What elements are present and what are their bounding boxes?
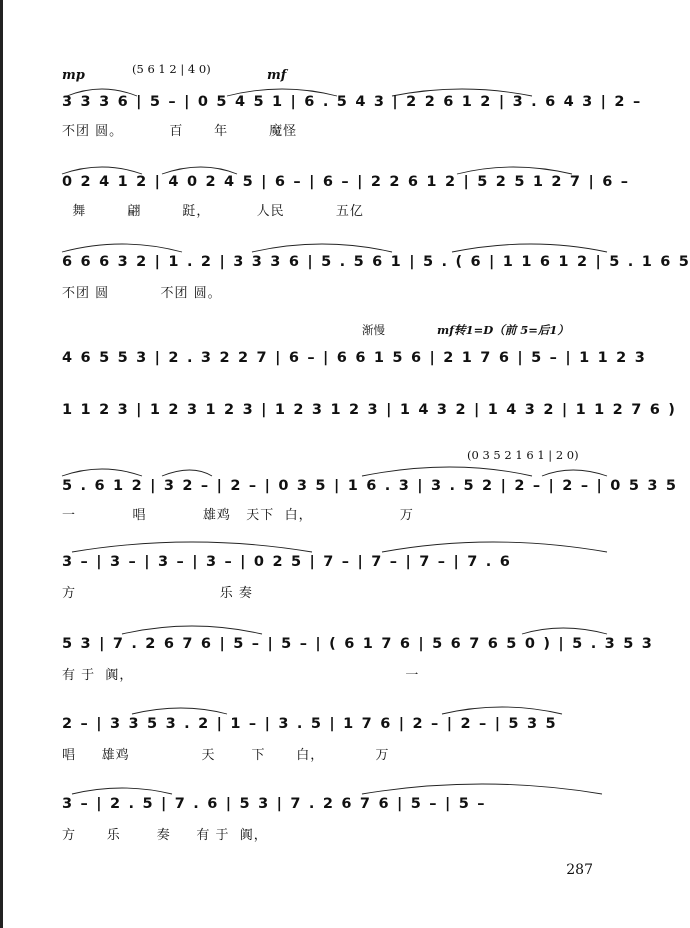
notation-line: 0 2 4 1 2 | 4 0 2 4 5 | 6 – | 6 – | 2 2 6 1 2 | 5 2 5 1 2 7 | 6 – [62, 174, 630, 190]
lyric-line: 有 于 阗， 一 [62, 668, 420, 683]
lyric-line: 方 乐 奏 有 于 阗， [62, 828, 268, 843]
lyric-line: 一 唱 雄鸡 天下 白， 万 [62, 508, 414, 523]
notation-line: 6 6 6 3 2 | 1 . 2 | 3 3 3 6 | 5 . 5 6 1 | 5 . ( 6 | 1 1 6 1 2 | 5 . 1 6 5 [62, 254, 690, 270]
lyric-line: 舞 翩 跹， 人民 五亿 [62, 204, 364, 219]
notation-line: 3 3 3 6 | 5 – | 0 5 4 5 1 | 6 . 5 4 3 | 2 2 6 1 2 | 3 . 6 4 3 | 2 – [62, 94, 642, 110]
notation-line: 2 – | 3 3 5 3 . 2 | 1 – | 3 . 5 | 1 7 6 | 2 – | 2 – | 5 3 5 [62, 716, 557, 732]
key-change-mark: mf转1=D（前 5=后1） [437, 323, 569, 337]
notation-line: 1 1 2 3 | 1 2 3 1 2 3 | 1 2 3 1 2 3 | 1 4 3 2 | 1 4 3 2 | 1 1 2 7 6 ) [62, 402, 677, 418]
lyric-line: 方 乐 奏 [62, 586, 253, 601]
dynamic-mark: mf [267, 68, 287, 83]
lyric-line: 唱 雄鸡 天 下 白， 万 [62, 748, 390, 763]
notation-line: 5 3 | 7 . 2 6 7 6 | 5 – | 5 – | ( 6 1 7 6 | 5 6 7 6 5 0 ) | 5 . 3 5 3 [62, 636, 654, 652]
dynamic-mark: mp [62, 68, 85, 83]
notation-line: 4 6 5 5 3 | 2 . 3 2 2 7 | 6 – | 6 6 1 5 6 | 2 1 7 6 | 5 – | 1 1 2 3 [62, 350, 646, 366]
lyric-line: 不团 圆。 百 年 魔怪 [62, 124, 298, 139]
page-number: 287 [566, 862, 593, 878]
notation-line: 3 – | 2 . 5 | 7 . 6 | 5 3 | 7 . 2 6 7 6 | 5 – | 5 – [62, 796, 486, 812]
grace-phrase: (0 3 5 2 1 6 1 | 2 0) [467, 448, 579, 462]
notation-line: 5 . 6 1 2 | 3 2 – | 2 – | 0 3 5 | 1 6 . 3 | 3 . 5 2 | 2 – | 2 – | 0 5 3 5 [62, 478, 678, 494]
grace-phrase: (5 6 1 2 | 4 0) [132, 62, 211, 76]
page-edge-rule [0, 0, 3, 928]
lyric-line: 不团 圆 不团 圆。 [62, 286, 222, 301]
tempo-mark: 渐慢 [362, 323, 385, 337]
notation-line: 3 – | 3 – | 3 – | 3 – | 0 2 5 | 7 – | 7 – | 7 – | 7 . 6 [62, 554, 511, 570]
